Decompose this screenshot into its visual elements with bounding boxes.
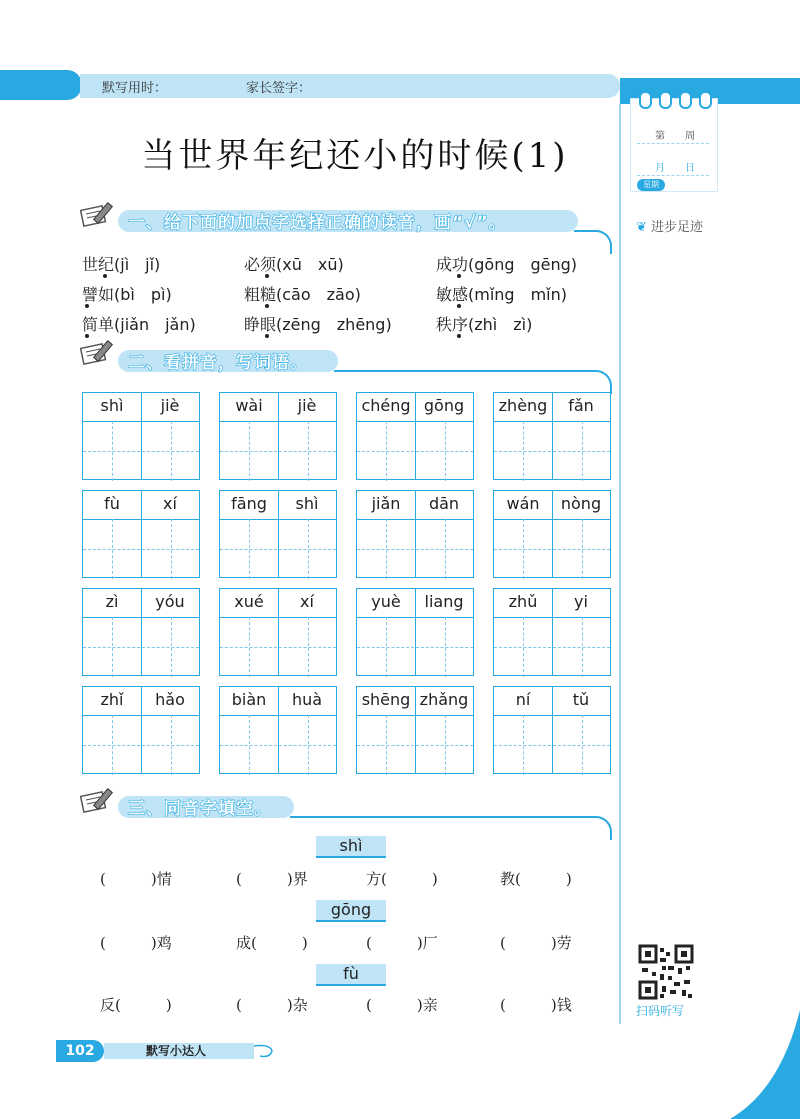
pinyin-syllable: liang <box>424 592 464 611</box>
grid-guide <box>582 617 583 677</box>
pinyin-syllable: yóu <box>155 592 185 611</box>
grid-guide <box>112 715 113 775</box>
grid-guide <box>386 617 387 677</box>
grid-divider <box>415 491 416 577</box>
word-writing-box[interactable] <box>82 392 200 480</box>
dictation-time-label: 默写用时： <box>102 81 168 96</box>
homophone-blank[interactable]: ( )劳 <box>500 934 572 952</box>
grid-divider <box>141 589 142 675</box>
grid-guide <box>357 745 473 746</box>
qr-code-icon[interactable] <box>638 944 694 1000</box>
emphasis-dot <box>265 274 269 278</box>
grid-guide <box>445 617 446 677</box>
pen-paper-icon <box>80 338 118 366</box>
grid-divider <box>278 393 279 479</box>
pinyin-syllable: zhèng <box>498 396 548 415</box>
section2-heading: 二、看拼音，写词语。 <box>128 353 308 373</box>
homophone-blank[interactable]: ( )情 <box>100 870 172 888</box>
emphasis-dot <box>457 274 461 278</box>
grid-guide <box>494 451 610 452</box>
grid-guide <box>494 647 610 648</box>
section-curve <box>574 230 612 254</box>
pinyin-syllable: fāng <box>231 494 267 513</box>
pinyin-syllable: fǎn <box>568 396 594 415</box>
pinyin-syllable: hǎo <box>155 690 185 709</box>
word-writing-box[interactable] <box>493 686 611 774</box>
pinyin-choice-item[interactable]: 简单(jiǎn jǎn) <box>82 315 196 334</box>
progress-label: 进步足迹 <box>651 220 704 235</box>
pinyin-syllable: dān <box>428 494 460 513</box>
grid-divider <box>141 393 142 479</box>
pinyin-choice-item[interactable]: 譬如(bì pì) <box>82 285 172 304</box>
calendar-date: 月 日 <box>655 163 695 174</box>
grid-divider <box>552 393 553 479</box>
homophone-blank[interactable]: 教( ) <box>500 870 572 888</box>
homophone-blank[interactable]: 方( ) <box>366 870 438 888</box>
grid-guide <box>112 617 113 677</box>
pinyin-syllable: wài <box>235 396 263 415</box>
grid-divider <box>552 491 553 577</box>
pinyin-syllable: xí <box>300 592 314 611</box>
grid-guide <box>112 519 113 579</box>
ring-icon <box>639 91 652 109</box>
grid-guide <box>386 421 387 481</box>
grid-guide <box>445 421 446 481</box>
pinyin-syllable: zhǔ <box>508 592 538 611</box>
footer-curl-icon <box>254 1042 276 1060</box>
pinyin-syllable: shēng <box>361 690 411 709</box>
word-writing-box[interactable] <box>493 490 611 578</box>
ring-icon <box>699 91 712 109</box>
emphasis-dot <box>265 334 269 338</box>
homophone-blank[interactable]: ( )界 <box>236 870 308 888</box>
homophone-blank[interactable]: 反( ) <box>100 996 172 1014</box>
book-title: 默写小达人 <box>146 1044 207 1058</box>
grid-guide <box>220 549 336 550</box>
grid-guide <box>357 549 473 550</box>
word-writing-box[interactable] <box>356 588 474 676</box>
page-number: 102 <box>56 1040 104 1062</box>
side-divider <box>619 104 621 1024</box>
grid-guide <box>171 519 172 579</box>
qr-caption: 扫码听写 <box>636 1004 685 1018</box>
grid-guide <box>357 451 473 452</box>
emphasis-dot <box>103 274 107 278</box>
grid-guide <box>582 421 583 481</box>
grid-divider <box>141 687 142 773</box>
pinyin-syllable: yuè <box>371 592 401 611</box>
word-writing-box[interactable] <box>493 392 611 480</box>
grid-guide <box>83 451 199 452</box>
emphasis-dot <box>457 334 461 338</box>
grid-guide <box>357 647 473 648</box>
ring-icon <box>659 91 672 109</box>
word-writing-box[interactable] <box>356 490 474 578</box>
grid-guide <box>220 647 336 648</box>
section1-heading: 一、给下面的加点字选择正确的读音，画“√”。 <box>128 213 507 233</box>
grid-guide <box>308 519 309 579</box>
grid-guide <box>582 715 583 775</box>
word-writing-box[interactable] <box>82 588 200 676</box>
grid-guide <box>523 617 524 677</box>
word-writing-box[interactable] <box>82 686 200 774</box>
pinyin-syllable: xí <box>163 494 177 513</box>
grid-guide <box>445 519 446 579</box>
word-writing-box[interactable] <box>219 588 337 676</box>
parent-signature-label: 家长签字： <box>246 81 312 96</box>
pinyin-label: shì <box>316 836 386 858</box>
pinyin-syllable: zhǎng <box>419 690 469 709</box>
pinyin-syllable: biàn <box>231 690 267 709</box>
pinyin-choice-item[interactable]: 必须(xū xū) <box>244 255 344 274</box>
pen-paper-icon <box>80 200 118 228</box>
pinyin-syllable: yi <box>574 592 588 611</box>
word-writing-box[interactable] <box>219 490 337 578</box>
pinyin-syllable: chéng <box>361 396 411 415</box>
pinyin-syllable: gōng <box>423 396 465 415</box>
pinyin-choice-item[interactable]: 睁眼(zēng zhēng) <box>244 315 392 334</box>
pinyin-syllable: huà <box>291 690 323 709</box>
homophone-blank[interactable]: 成( ) <box>236 934 308 952</box>
progress-footprints <box>636 216 703 235</box>
homophone-blank[interactable]: ( )鸡 <box>100 934 172 952</box>
pinyin-syllable: tǔ <box>572 690 590 709</box>
homophone-blank[interactable]: ( )钱 <box>500 996 572 1014</box>
grid-guide <box>494 745 610 746</box>
grid-guide <box>523 421 524 481</box>
grid-divider <box>278 687 279 773</box>
grid-guide <box>249 617 250 677</box>
weekday-badge: 星期 <box>637 179 665 191</box>
homophone-blank[interactable]: ( )亲 <box>366 996 438 1014</box>
header-bar <box>80 74 620 98</box>
grid-divider <box>278 589 279 675</box>
corner-decoration <box>730 1010 800 1119</box>
pinyin-syllable: shì <box>295 494 319 513</box>
grid-guide <box>494 549 610 550</box>
pen-paper-icon <box>80 786 118 814</box>
grid-guide <box>83 647 199 648</box>
pinyin-syllable: jiè <box>160 396 180 415</box>
grid-divider <box>552 589 553 675</box>
grid-guide <box>83 549 199 550</box>
pinyin-syllable: zì <box>105 592 119 611</box>
grid-guide <box>445 715 446 775</box>
footprint-icon: ❦ <box>636 220 647 235</box>
grid-guide <box>308 421 309 481</box>
calendar-week: 第 周 <box>655 131 695 142</box>
homophone-blank[interactable]: ( )厂 <box>366 934 438 952</box>
pinyin-syllable: ní <box>515 690 531 709</box>
grid-guide <box>249 519 250 579</box>
word-writing-box[interactable] <box>356 392 474 480</box>
pinyin-choice-item[interactable]: 成功(gōng gēng) <box>436 255 578 274</box>
grid-divider <box>552 687 553 773</box>
pinyin-syllable: shì <box>100 396 124 415</box>
ring-icon <box>679 91 692 109</box>
pinyin-choice-item[interactable]: 敏感(mǐng mǐn) <box>436 285 567 304</box>
grid-guide <box>171 617 172 677</box>
header-tab <box>0 70 82 100</box>
pinyin-syllable: zhǐ <box>100 690 124 709</box>
pinyin-label: gōng <box>316 900 386 922</box>
grid-guide <box>83 745 199 746</box>
grid-guide <box>523 715 524 775</box>
pinyin-choice-item[interactable]: 秩序(zhì zì) <box>436 315 533 334</box>
homophone-blank[interactable]: ( )杂 <box>236 996 308 1014</box>
word-writing-box[interactable] <box>219 686 337 774</box>
emphasis-dot <box>265 304 269 308</box>
pinyin-syllable: jiǎn <box>371 494 401 513</box>
grid-guide <box>249 715 250 775</box>
pinyin-syllable: wán <box>506 494 540 513</box>
grid-guide <box>220 745 336 746</box>
pinyin-syllable: jiè <box>297 396 317 415</box>
grid-guide <box>523 519 524 579</box>
grid-divider <box>415 393 416 479</box>
grid-guide <box>386 519 387 579</box>
grid-guide <box>582 519 583 579</box>
grid-divider <box>415 687 416 773</box>
grid-guide <box>171 715 172 775</box>
grid-divider <box>278 491 279 577</box>
grid-divider <box>415 589 416 675</box>
pinyin-choice-item[interactable]: 世纪(jì jǐ) <box>82 255 161 274</box>
grid-guide <box>112 421 113 481</box>
grid-divider <box>141 491 142 577</box>
word-writing-box[interactable] <box>493 588 611 676</box>
word-writing-box[interactable] <box>82 490 200 578</box>
grid-guide <box>249 421 250 481</box>
word-writing-box[interactable] <box>219 392 337 480</box>
pinyin-syllable: xué <box>234 592 264 611</box>
section-curve <box>334 370 612 394</box>
grid-guide <box>308 617 309 677</box>
grid-guide <box>220 451 336 452</box>
pinyin-syllable: nòng <box>560 494 602 513</box>
page-title: 当世界年纪还小的时候(1) <box>141 136 569 176</box>
pinyin-choice-item[interactable]: 粗糙(cāo zāo) <box>244 285 361 304</box>
grid-guide <box>308 715 309 775</box>
emphasis-dot <box>85 304 89 308</box>
word-writing-box[interactable] <box>356 686 474 774</box>
emphasis-dot <box>457 304 461 308</box>
pinyin-syllable: fù <box>104 494 120 513</box>
grid-guide <box>171 421 172 481</box>
grid-guide <box>386 715 387 775</box>
pinyin-label: fù <box>316 964 386 986</box>
section3-heading: 三、同音字填空。 <box>128 799 272 819</box>
